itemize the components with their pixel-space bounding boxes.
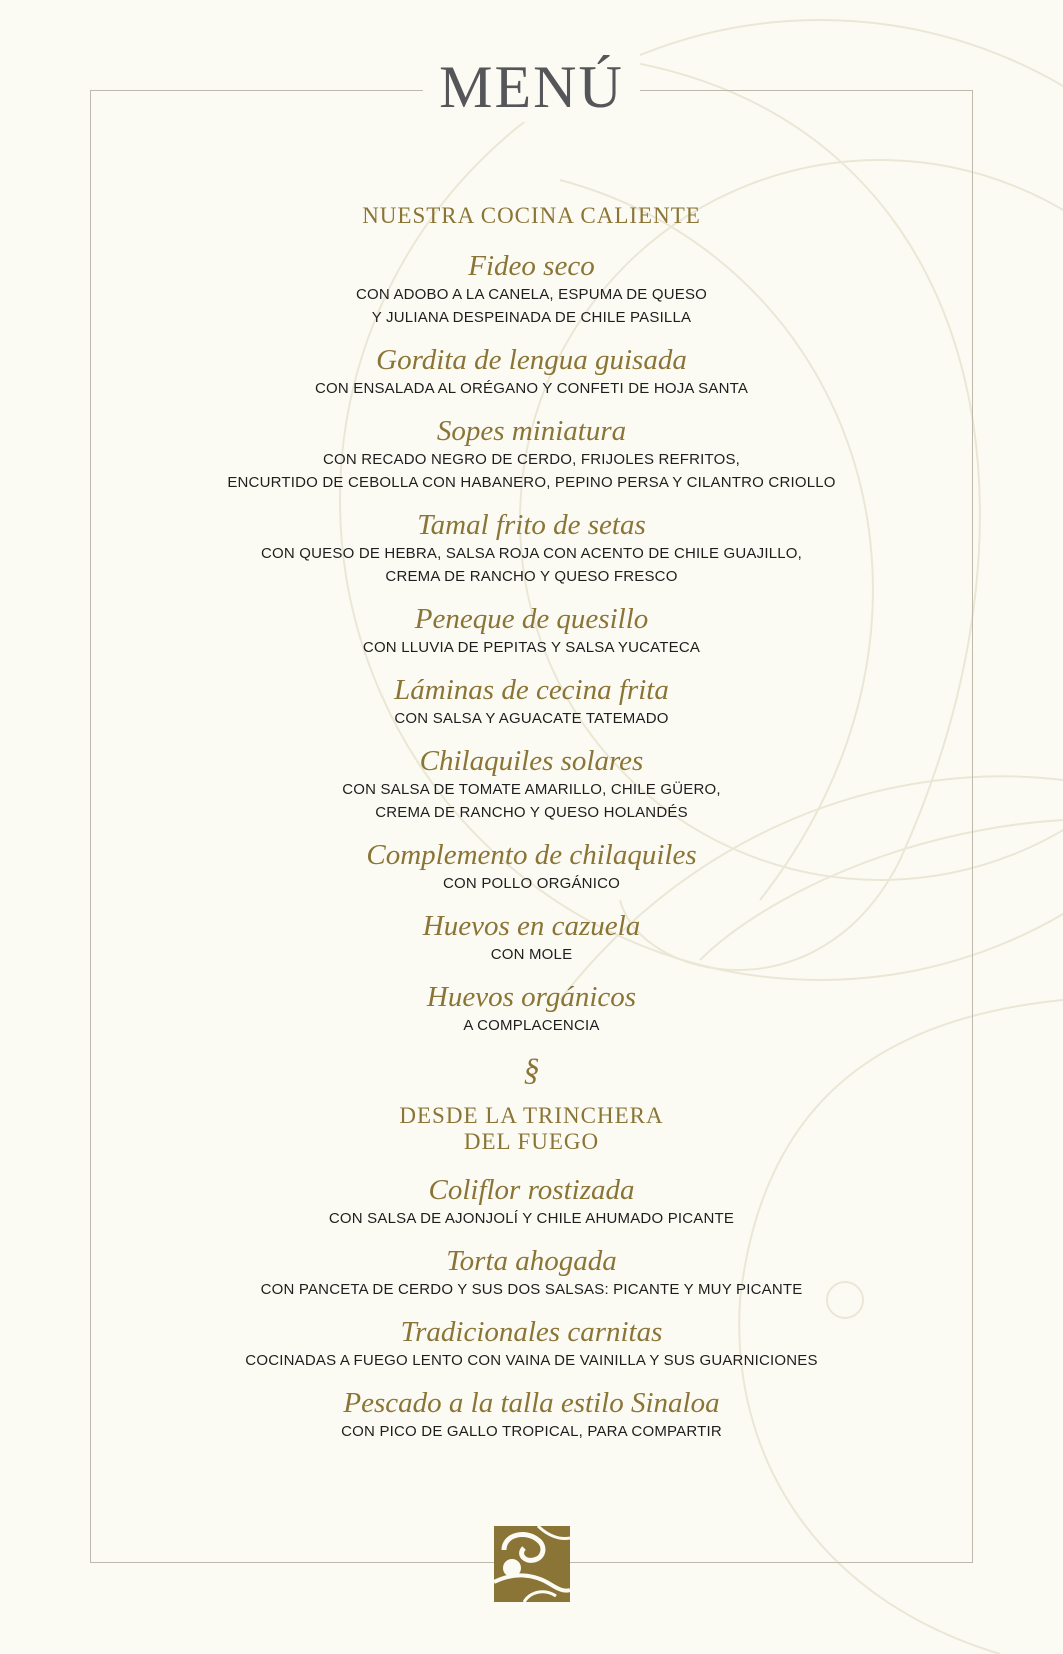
dish-name: Complemento de chilaquiles	[366, 839, 697, 871]
dish-item	[90, 1244, 973, 1301]
dish-description: A COMPLACENCIA	[463, 1017, 600, 1034]
section-trinchera-fuego	[90, 1103, 973, 1443]
dish-description: CON MOLE	[490, 946, 573, 963]
dish-description: Y JULIANA DESPEINADA DE CHILE PASILLA	[371, 309, 692, 326]
dish-item	[90, 1315, 973, 1372]
dish-item	[90, 838, 973, 895]
dish-description: ENCURTIDO DE CEBOLLA CON HABANERO, PEPINO PERSA Y CILANTRO CRIOLLO	[227, 474, 836, 491]
dish-item	[90, 343, 973, 400]
dish-item	[90, 602, 973, 659]
dish-item	[90, 673, 973, 730]
dish-name: Coliflor rostizada	[428, 1174, 635, 1206]
restaurant-logo-icon	[494, 1526, 570, 1602]
dish-item	[90, 414, 973, 494]
dish-name: Sopes miniatura	[436, 415, 627, 447]
dish-name: Torta ahogada	[446, 1245, 617, 1277]
dish-name: Huevos en cazuela	[422, 910, 641, 942]
dish-description: CON SALSA Y AGUACATE TATEMADO	[394, 710, 669, 727]
dish-description: CON QUESO DE HEBRA, SALSA ROJA CON ACENTO DE CHILE GUAJILLO,	[260, 545, 803, 562]
dish-description: CON PICO DE GALLO TROPICAL, PARA COMPARTIR	[341, 1423, 722, 1440]
menu-title: MENÚ	[423, 52, 640, 122]
dish-description: COCINADAS A FUEGO LENTO CON VAINA DE VAINILLA Y SUS GUARNICIONES	[245, 1352, 818, 1369]
section-title-line: DEL FUEGO	[463, 1129, 600, 1154]
dish-name: Tamal frito de setas	[417, 509, 646, 541]
dish-description: CON ADOBO A LA CANELA, ESPUMA DE QUESO	[355, 286, 708, 303]
section-cocina-caliente	[90, 203, 973, 1037]
dish-name: Peneque de quesillo	[414, 603, 649, 635]
dish-item	[90, 909, 973, 966]
dish-item	[90, 249, 973, 329]
dish-description: CON LLUVIA DE PEPITAS Y SALSA YUCATECA	[362, 639, 701, 656]
section-title-line: DESDE LA TRINCHERA	[399, 1103, 664, 1128]
dish-item	[90, 744, 973, 824]
dish-description: CREMA DE RANCHO Y QUESO FRESCO	[385, 568, 678, 585]
menu-title-wrapper	[0, 52, 1063, 122]
dish-item	[90, 1386, 973, 1443]
dish-description: CON ENSALADA AL ORÉGANO Y CONFETI DE HOJA SANTA	[314, 380, 749, 397]
dish-item	[90, 1173, 973, 1230]
dish-name: Chilaquiles solares	[419, 745, 644, 777]
dish-name: Tradicionales carnitas	[400, 1316, 663, 1348]
dish-description: CON SALSA DE AJONJOLÍ Y CHILE AHUMADO PICANTE	[328, 1210, 735, 1227]
dish-name: Gordita de lengua guisada	[376, 344, 687, 376]
menu-content	[90, 203, 973, 1457]
dish-description: CON POLLO ORGÁNICO	[443, 875, 620, 892]
dish-description: CON PANCETA DE CERDO Y SUS DOS SALSAS: PICANTE Y MUY PICANTE	[260, 1281, 803, 1298]
dish-item	[90, 980, 973, 1037]
dish-name: Láminas de cecina frita	[394, 674, 669, 706]
dish-item	[90, 508, 973, 588]
dish-name: Pescado a la talla estilo Sinaloa	[343, 1387, 720, 1419]
section-title: NUESTRA COCINA CALIENTE	[362, 203, 701, 228]
section-title	[90, 1103, 973, 1155]
dish-description: CREMA DE RANCHO Y QUESO HOLANDÉS	[375, 804, 688, 821]
dish-name: Fideo seco	[468, 250, 595, 282]
dish-description: CON RECADO NEGRO DE CERDO, FRIJOLES REFRITOS,	[322, 451, 741, 468]
dish-name: Huevos orgánicos	[426, 981, 637, 1013]
section-divider-symbol: §	[523, 1051, 540, 1087]
dish-description: CON SALSA DE TOMATE AMARILLO, CHILE GÜERO,	[342, 781, 721, 798]
